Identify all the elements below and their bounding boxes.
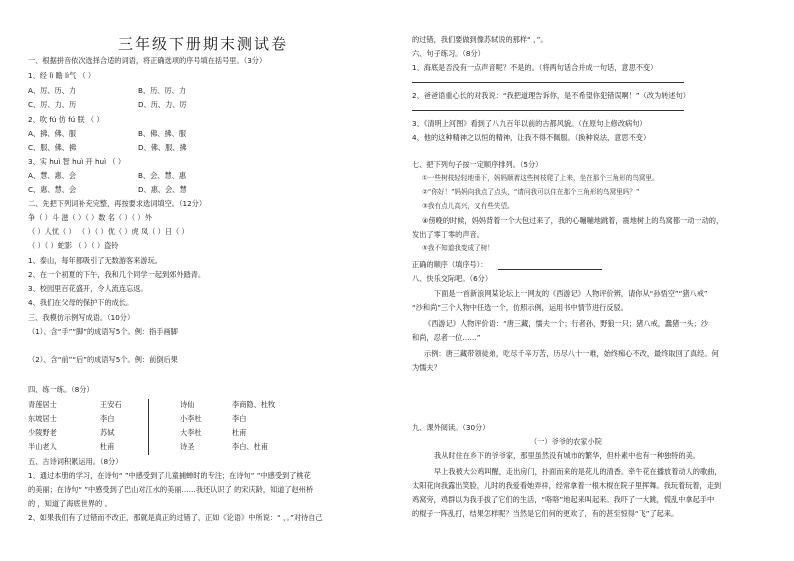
match-right-1: 小李杜 (180, 414, 202, 423)
sentence-task: 1、海底是否没有一点声音呢？不是的。（将两句话合并成一句话，意思不变） (412, 63, 658, 72)
answer-line (412, 110, 684, 111)
match-left-1: 半山老人 (28, 442, 57, 451)
sentence-item: 4、我们在父母的保护下的成长。 (28, 298, 134, 307)
paragraph-line: 鸡窝旁，鸡群以为我手拔了它们的生活，“咯咯”地起来叫起来。我吓了一大跳，慌乱中拿起手中 (412, 495, 715, 504)
paragraph-line: 下面是一首新浪网某论坛上一网友的《西游记》人物评价辨，请你从“孙悟空”“猪八戒” (434, 289, 708, 298)
match-divider (148, 399, 149, 455)
section-6-heading: 六、句子练习。（8分） (412, 49, 485, 58)
option-b: B、历、厉、力 (138, 86, 187, 95)
section-9-heading: 九、课外阅读。（30分） (412, 423, 490, 432)
poem-question-line: 1、通过本册的学习，在诗句“ ”中感受到了儿童捕蝉时的专注；在诗句“ ”中感受到了桃花 (28, 471, 311, 480)
match-right-2: 李商隐、杜牧 (232, 400, 276, 409)
match-right-2: 李白 (232, 414, 247, 423)
idiom-row: （ ）人忧（ ） （ ）（ ）优（ ）虎 凤（ ）日（ ） (28, 227, 189, 236)
order-sentence-cont: 发出了零丁零的声音。 (412, 230, 484, 239)
order-sentence: ②“你好！”妈妈向我点了点头，“请问我可以住在那个三角形的鸟窝里吗？” (422, 188, 640, 196)
order-sentence: ④傍晚的时候，妈妈背着一个大包过来了，我的心嘣嘣地跳着，震地树上的鸟窝都一动一动的， (422, 216, 724, 225)
match-left-2: 王安石 (100, 400, 122, 409)
order-sentence: ③我有点儿高兴，又有些失望。 (422, 202, 514, 210)
continued-line: 的过错，我们要做到像苏轼说的那样“ ，”。 (412, 35, 548, 44)
option-b: B、佛、拂、服 (138, 129, 187, 138)
paragraph-line: 示例：唐三藏带领徒弟，吃尽千辛万苦，历尽八十一难，始终痴心不改，最终取回了真经。何 (424, 349, 719, 358)
paragraph-line: 《西游记》人物评价语：“唐三藏，懦夫一个；行者孙，野狼一只；猪八戒，蠢猪一头；沙 (424, 319, 709, 328)
option-a: A、拂、佛、服 (28, 129, 77, 138)
paragraph-line: 我从时住在乡下的爷爷家，那里虽然没有城市的繁华，但朴素中也有一种独特的美。 (434, 451, 700, 460)
poem-question-line: 2、如果我们有了过错而不改正，那就是真正的过错了，正如《论语》中所说：“ ，。”对待自己 (28, 513, 323, 522)
question-text: 3、实 huì 智 huì 开 huì （ ） (28, 157, 126, 166)
idiom-row: 争（ ）斗 滋（ ）（ ）数 名（ ）（ ）外 (28, 213, 152, 222)
match-left-1: 青莲居士 (28, 400, 57, 409)
match-left-1: 东坡居士 (28, 414, 57, 423)
option-b: B、会、慧、惠 (138, 171, 187, 180)
match-left-2: 苏轼 (100, 428, 115, 437)
option-c: C、厉、力、历 (28, 100, 77, 109)
match-right-1: 大李杜 (180, 428, 202, 437)
match-left-2: 杜甫 (100, 442, 115, 451)
idiom-row: （ ）（ ）蛇影 （ ）（ ）盗铃 (28, 241, 119, 250)
option-d: D、惠、会、慧 (138, 185, 187, 194)
section-5-heading: 五、古诗词积累运用。（8分） (28, 457, 123, 466)
poem-question-line: 的美丽；在诗句“ ”中感受到了巴山对江水的美丽……我还认识了 的宋庆龄，知道了赵州桥 (28, 485, 314, 494)
section-8-heading: 八、快乐交际吧。（6分） (412, 274, 493, 283)
sentence-task: 4、他的这种精神之以恒的精神，让我不得不佩服。（换种说法，意思不变） (412, 133, 651, 142)
sentence-item: 2、在一个初夏的下午，我和几个同学一起到郊外踏青。 (28, 270, 206, 279)
section-7-heading: 七、把下列句子按一定顺序排列。（5分） (412, 160, 543, 169)
sentence-item: 3、校园里百花盛开，令人流连忘返。 (28, 284, 148, 293)
match-right-1: 诗仙 (180, 400, 195, 409)
section-2-heading: 二、先把下列词补充完整，再按要求选词填空。（12分） (28, 199, 207, 208)
reading-title: （一）爷爷的农家小院 (530, 437, 602, 446)
option-c: C、惠、慧、会 (28, 185, 77, 194)
option-a: A、厉、历、力 (28, 86, 77, 95)
order-sentence: ⑤我不知道我变成了树！ (422, 244, 494, 252)
order-answer-label: 正确的顺序（填序号）： (412, 260, 488, 269)
paragraph-line: 为懦夫？ (412, 363, 441, 372)
option-c: C、服、佛、拂 (28, 143, 77, 152)
section-3-heading: 三、我模仿示例写成语。（10分） (28, 313, 135, 322)
paragraph-line: 的棍子一阵乱打，结果怎样呢？当然是它们何的更欢了，有的甚至惊得“飞”了起来。 (412, 509, 679, 518)
sentence-task: 3、《清明上河图》看到了八九百年以前的古都风貌。（在原句上修改病句） (412, 119, 647, 128)
paragraph-line: 和尚，忍者一位……” (412, 333, 481, 342)
page-title: 三年级下册期末测试卷 (118, 35, 289, 53)
option-d: D、历、力、厉 (138, 100, 187, 109)
paragraph-line: 早上我被大公鸡叫醒，走出房门，扑面而来的是花儿的清香。牵牛花在播放着动人的歌曲， (434, 467, 722, 476)
match-right-1: 诗圣 (180, 442, 195, 451)
idiom-prompt: （2）、含“前”“后”的成语写5个。例：前倒后果 (28, 355, 178, 364)
paragraph-line: 太阳花向我露出笑脸，儿时的我爱看她弄祥，经常拿着一根木棍在院子里挥舞。我玩着玩着，走到 (412, 481, 722, 490)
match-left-2: 李白 (100, 414, 115, 423)
paragraph-line: “沙和尚”三个人物中任选一个，仿照示例，运用书中情节进行反驳。 (412, 303, 628, 312)
order-answer-line (498, 269, 602, 270)
option-d: D、佛、服、拂 (138, 143, 187, 152)
match-left-1: 少陵野老 (28, 428, 57, 437)
section-4-heading: 四、练一练。（8分） (28, 385, 94, 394)
answer-line (412, 82, 684, 83)
idiom-prompt: （1）、含“手”“脚”的成语写5个。例：指手画脚 (28, 327, 178, 336)
question-text: 1、经 lì 瞻 lì气 （ ） (28, 71, 96, 80)
match-right-2: 李白、杜甫 (232, 442, 268, 451)
match-right-2: 杜甫 (232, 428, 247, 437)
sentence-item: 1、泰山，每年都吸引了无数游客来游玩。 (28, 256, 162, 265)
option-a: A、慧、惠、会 (28, 171, 77, 180)
section-1-heading: 一、根据拼音依次选择合适的词语，将正确选项的序号填在括号里。（3分） (28, 56, 267, 65)
order-sentence: ①一些树枝轻轻地垂下，妈妈顺着这些树枝爬了上来，坐在那个三角形的鸟窝里。 (422, 174, 659, 182)
poem-question-line: 的 ，知道了海底世界的 。 (28, 499, 112, 508)
sentence-task: 2、爸爸语重心长的对我说：“我把道理告诉你，是不希望你犯错误啊！”（改为转述句） (412, 91, 690, 100)
question-text: 2、吹 fú 仿 fú 朕 （ ） (28, 115, 104, 124)
